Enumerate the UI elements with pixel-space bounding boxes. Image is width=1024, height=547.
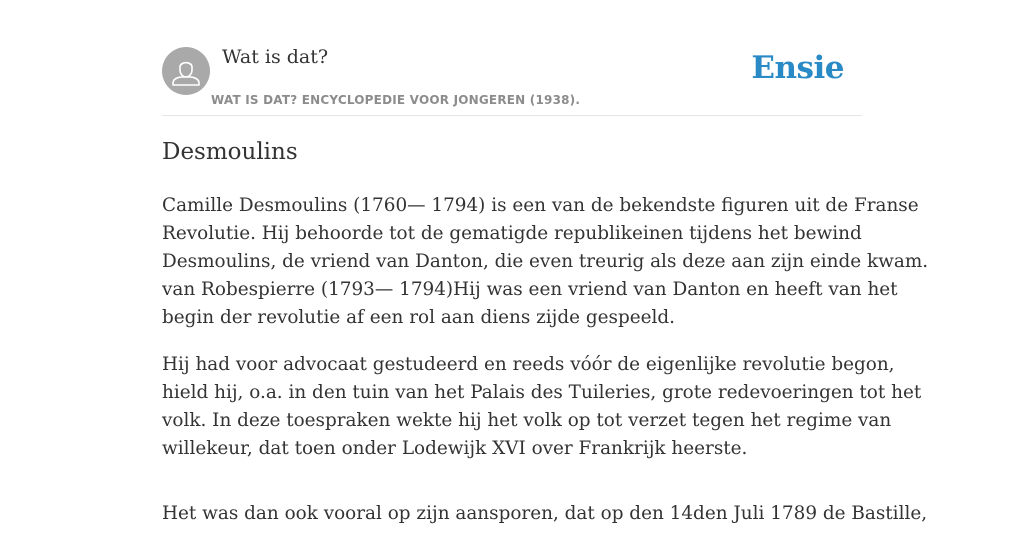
paragraph-line: van Robespierre (1793— 1794)Hij was een vriend van Danton en heeft van het [162, 279, 898, 300]
page-container [162, 0, 929, 524]
source-title[interactable]: Wat is dat? [222, 46, 329, 68]
paragraph-line: Hij had voor advocaat gestudeerd en reeds vóór de eigenlijke revolutie begon, [162, 354, 895, 375]
article-body [162, 192, 929, 547]
source-subtitle[interactable]: WAT IS DAT? ENCYCLOPEDIE VOOR JONGEREN (1938). [211, 93, 581, 107]
paragraph-line: Revolutie. Hij behoorde tot de gematigde republikeinen tijdens het bewind [162, 223, 862, 244]
paragraph-line: begin der revolutie af een rol aan diens zijde gespeeld. [162, 307, 676, 328]
ensie-logo[interactable]: Ensie [751, 50, 844, 86]
paragraph-line: Camille Desmoulins (1760— 1794) is een van de bekendste figuren uit de Franse [162, 195, 919, 216]
paragraph [162, 500, 928, 528]
article-title: Desmoulins [162, 139, 298, 165]
paragraph [162, 192, 929, 332]
paragraph-line: hield hij, o.a. in den tuin van het Palais des Tuileries, grote redevoeringen tot het [162, 382, 922, 403]
paragraph-line: Het was dan ook vooral op zijn aansporen, dat op den 14den Juli 1789 de Bastille, [162, 503, 928, 524]
paragraph [162, 351, 922, 463]
paragraph-line: willekeur, dat toen onder Lodewijk XVI over Frankrijk heerste. [162, 438, 748, 459]
user-avatar-icon[interactable] [162, 47, 210, 95]
paragraph-line: Desmoulins, de vriend van Danton, die even treurig als deze aan zijn einde kwam. [162, 251, 929, 272]
source-header [162, 0, 862, 116]
paragraph-line: volk. In deze toespraken wekte hij het volk op tot verzet tegen het regime van [162, 410, 892, 431]
